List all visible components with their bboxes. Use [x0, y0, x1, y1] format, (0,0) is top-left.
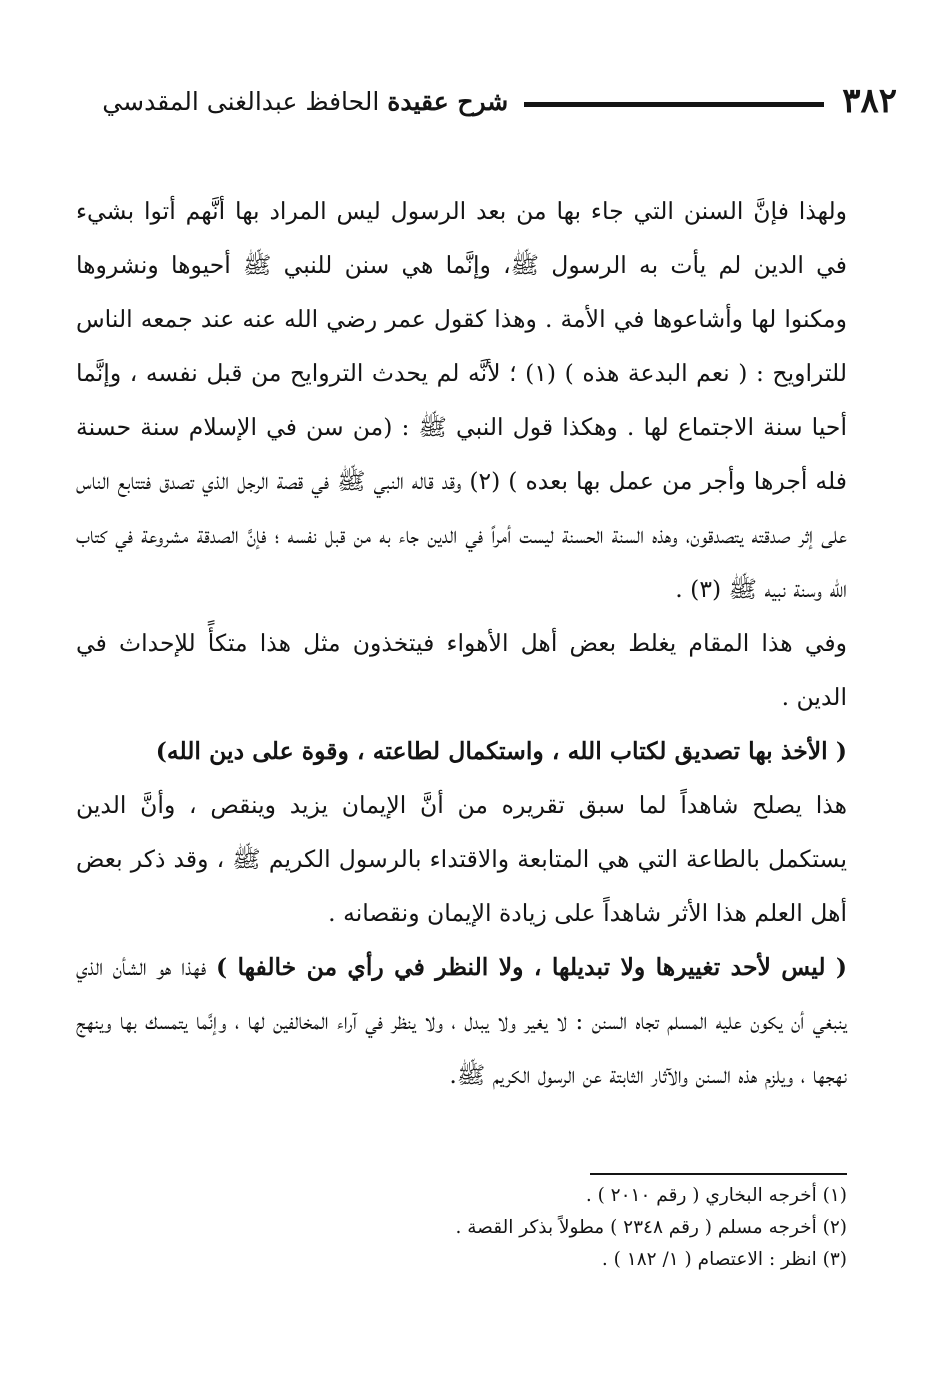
paragraph-4-text: فهذا هو الشأن الذي ينبغي أن يكون عليه المسلم تجاه السنن : لا يغير ولا يبدل ، ولا ينظر في آراء المخالفين لها ، وإنَّما يتمسك بها وينهج نهجها ، ويلزم هذه السنن والآثار الثابتة عن الرسول الكريم ﷺ.	[76, 953, 847, 1089]
header-rule	[524, 102, 824, 107]
footnote-divider	[590, 1173, 847, 1175]
footnote-1: (١) أخرجه البخاري ( رقم ٢٠١٠ ) .	[585, 1185, 847, 1206]
paragraph-2: وفي هذا المقام يغلط بعض أهل الأهواء فيتخذون مثل هذا متكأً للإحداث في الدين .	[76, 629, 847, 711]
paragraph-1: ولهذا فإنَّ السنن التي جاء بها من بعد الرسول ليس المراد بها أنَّهم أتوا بشيء في الدين لم يأت به الرسول ﷺ، وإنَّما هي سنن للنبي ﷺ أحيوها ونشروها ومكنوا لها وأشاعوها في الأمة . وهذا كقول عمر رضي الله عنه عند جمعه الناس للتراويح : ( نعم البدعة هذه ) (١) ؛ لأنَّه لم يحدث التروايح من قبل نفسه ، وإنَّما أحيا سنة الاجتماع لها . وهكذا قول النبي ﷺ : (من سن في الإسلام سنة حسنة فله أجرها وأجر من عمل بها بعده ) (٢) وقد قاله النبي ﷺ في قصة الرجل الذي تصدق فتتابع الناس على إثر صدقته يتصدقون، وهذه السنة الحسنة ليست أمراً في الدين جاء به من قبل نفسه ؛ فإنَّ الصدقة مشروعة في كتاب الله وسنة نبيه ﷺ (٣) .	[76, 197, 847, 603]
book-title-bold: شرح عقيدة	[387, 86, 509, 116]
quoted-text-1: ( الأخذ بها تصديق لكتاب الله ، واستكمال لطاعته ، وقوة على دين الله)	[155, 737, 847, 765]
footnote-3: (٣) انظر : الاعتصام ( ١/ ١٨٢ ) .	[601, 1249, 847, 1270]
paragraph-4	[76, 940, 847, 1102]
paragraph-3: هذا يصلح شاهداً لما سبق تقريره من أنَّ الإيمان يزيد وينقص ، وأنَّ الدين يستكمل بالطاعة التي هي المتابعة والاقتداء بالرسول الكريم ﷺ ، وقد ذكر بعض أهل العلم هذا الأثر شاهداً على زيادة الإيمان ونقصانه .	[76, 791, 847, 927]
footnote-2: (٢) أخرجه مسلم ( رقم ٢٣٤٨ ) مطولاً بذكر القصة .	[455, 1217, 847, 1238]
body-text	[76, 184, 847, 1102]
footnotes	[300, 1180, 847, 1276]
book-title-rest: الحافظ عبدالغنى المقدسي	[102, 86, 388, 116]
quoted-text-2: ( ليس لأحد تغييرها ولا تبديلها ، ولا النظر في رأي من خالفها )	[215, 953, 847, 981]
book-title	[30, 87, 508, 116]
page-number: ٣٨٢	[842, 81, 897, 121]
page-header	[30, 76, 897, 126]
